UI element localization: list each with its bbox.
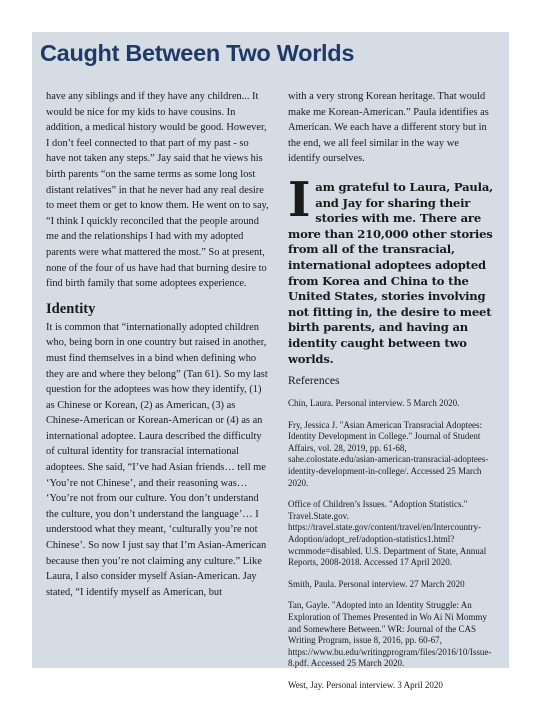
references-heading: References [288, 374, 340, 387]
pull-quote-text: am grateful to Laura, Paula, and Jay for sharing their stories with me. There are more than 210,000 other stories from all of the transracial, international adoptees adopted from Korea and China to the United States, stories involving not fitting in, the desire to meet birth parents, and having an identity caught between two worlds. [288, 180, 494, 366]
reference-item: Fry, Jessica J. "Asian American Transracial Adoptees: Identity Development in College." Journal of Student Affairs, vol. 28, 2019, pp. 61-68, sahe.colostate.edu/asian-american-transracial-adoptees-identity-development-in-college/. Accessed 25 March 2020. [288, 419, 489, 488]
pull-quote [288, 172, 496, 367]
reference-item: Chin, Laura. Personal interview. 5 March 2020. [288, 398, 460, 408]
drop-cap: I [288, 172, 311, 228]
body-paragraph: It is common that “internationally adopted children who, being born in one country but raised in another, must find themselves in a bind when defining who they are and where they belong” (Tan 61). So my last question for the adoptees was how they identify, (1) as Chinese or Korean, (2) as American, (3) as Chinese-American or Korean-American or (4) as an international adoptee. Laura described the difficulty of cultural identity for transracial international adoptees. She said, “I’ve had Asian friends… tell me ‘You’re not Chinese’, and their reasoning was… ‘You’re not from our culture. You don’t understand the culture, you don’t understand the language’… I understood what they meant, ‘culturally you’re not Chinese’. So now I just say that I’m Asian-American because then you’re not claiming any culture.” Like Laura, I also consider myself Asian-American. Jay stated, “I identify myself as American, but [46, 321, 268, 598]
right-column [288, 89, 493, 167]
reference-item: Tan, Gayle. "Adopted into an Identity Struggle: An Exploration of Themes Presented in Wo Ai Ni Mommy and Somewhere Between." WR: Journal of the CAS Writing Program, issue 8, 2016, pp. 60-67, https://www.bu.edu/writingprogram/files/2016/10/Issue-8.pdf. Accessed 25 March 2020. [288, 600, 492, 669]
left-column [46, 89, 270, 600]
section-heading-identity: Identity [46, 300, 96, 317]
body-paragraph: have any siblings and if they have any children... It would be nice for my kids to have cousins. In addition, a medical history would be good. However, I don’t feel connected to that part of my past - so have not taken any steps.” Jay said that he views his birth parents “on the same terms as some long lost distant relatives” in that he never had any real desire to meet them or get to know them. He went on to say, “I think I quickly reconciled that the people around me and the relationships I had with my adopted parents were what mattered the most.” So at present, none of the four of us have had that burning desire to find birth family that some adoptees experience. [46, 91, 269, 290]
page-title: Caught Between Two Worlds [40, 40, 355, 66]
reference-item: Office of Children’s Issues. "Adoption Statistics." Travel.State.gov. https://travel.state.gov/content/travel/en/Intercountry-Adoption/adopt_ref/adoption-statistics1.html?wcmmode=disabled. U.S. Department of State, Annual Reports, 2008-2018. Accessed 17 April 2020. [288, 499, 487, 568]
references-section [288, 374, 498, 701]
body-paragraph: with a very strong Korean heritage. That would make me Korean-American.” Paula identifies as American. We each have a different story but in the end, we all feel similar in the way we identify ourselves. [288, 91, 489, 165]
reference-item: West, Jay. Personal interview. 3 April 2020 [288, 679, 443, 690]
reference-item: Smith, Paula. Personal interview. 27 March 2020 [288, 578, 465, 589]
